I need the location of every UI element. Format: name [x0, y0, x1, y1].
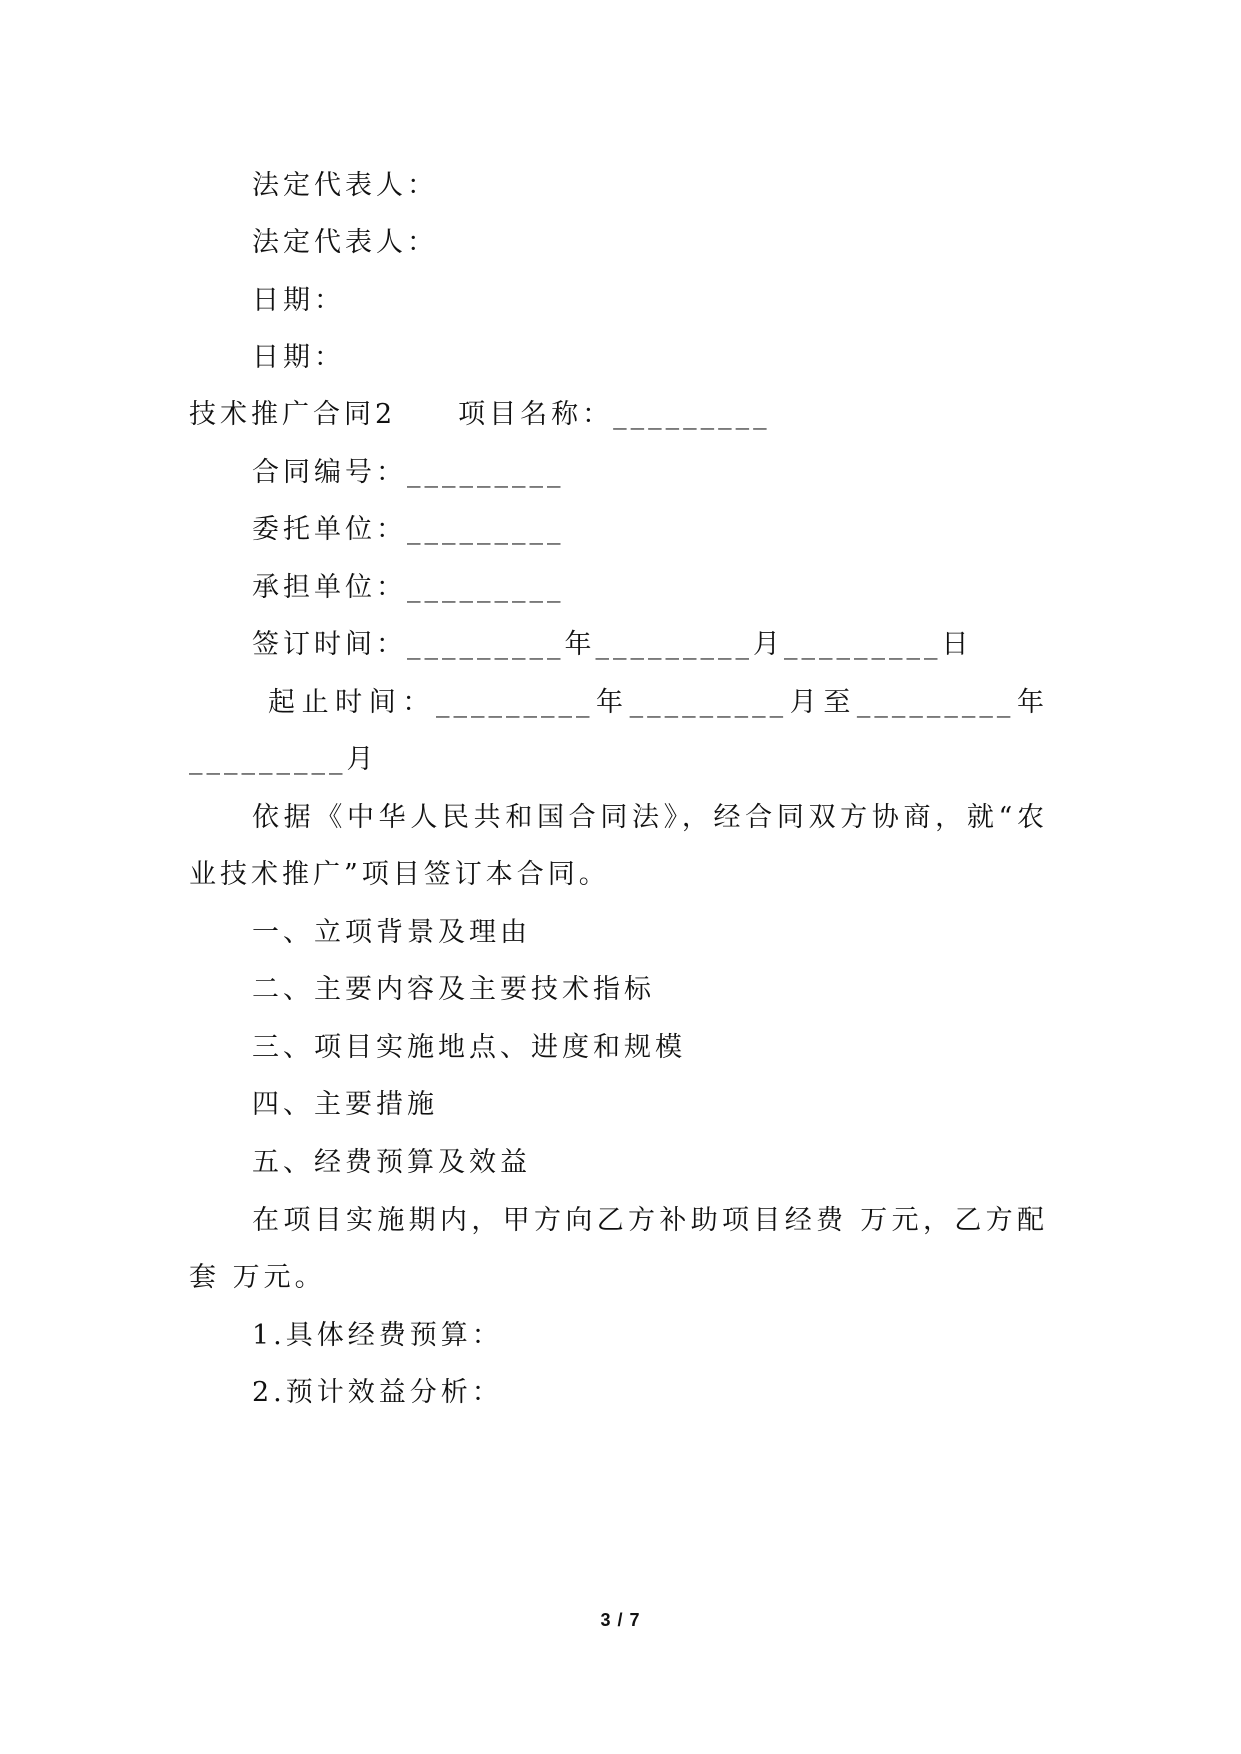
legal-representative-line: 法定代表人： — [252, 227, 438, 258]
section-heading-1: 一、立项背景及理由 — [252, 917, 531, 948]
commissioning-unit-line: 委托单位：_________ — [252, 514, 565, 545]
section-heading-4: 四、主要措施 — [252, 1089, 438, 1120]
start-end-time-continued: _________月 — [189, 744, 378, 775]
legal-representative-line: 法定代表人： — [252, 170, 438, 201]
section-heading-3: 三、项目实施地点、进度和规模 — [252, 1032, 686, 1063]
contract-title-project-name: 技术推广合同2 项目名称：_________ — [189, 399, 771, 430]
start-end-time-line: 起止时间：_________年_________月至_________年 — [268, 687, 1048, 718]
signing-time-line: 签订时间：_________年_________月_________日 — [252, 629, 973, 660]
page-number: 3 / 7 — [600, 1610, 641, 1630]
section-heading-2: 二、主要内容及主要技术指标 — [252, 974, 655, 1005]
funding-paragraph-line2: 套 万元。 — [189, 1262, 326, 1293]
paragraph-basis-line2: 业技术推广”项目签订本合同。 — [189, 859, 610, 890]
budget-item-2: 2.预计效益分析： — [252, 1377, 503, 1408]
date-line: 日期： — [252, 285, 345, 316]
paragraph-basis-line1: 依据《中华人民共和国合同法》，经合同双方协商，就“农 — [252, 802, 1048, 833]
budget-item-1: 1.具体经费预算： — [252, 1320, 503, 1351]
section-heading-5: 五、经费预算及效益 — [252, 1147, 531, 1178]
funding-paragraph-line1: 在项目实施期内，甲方向乙方补助项目经费 万元，乙方配 — [252, 1205, 1048, 1236]
undertaking-unit-line: 承担单位：_________ — [252, 572, 565, 603]
contract-number-line: 合同编号：_________ — [252, 457, 565, 488]
date-line: 日期： — [252, 342, 345, 373]
